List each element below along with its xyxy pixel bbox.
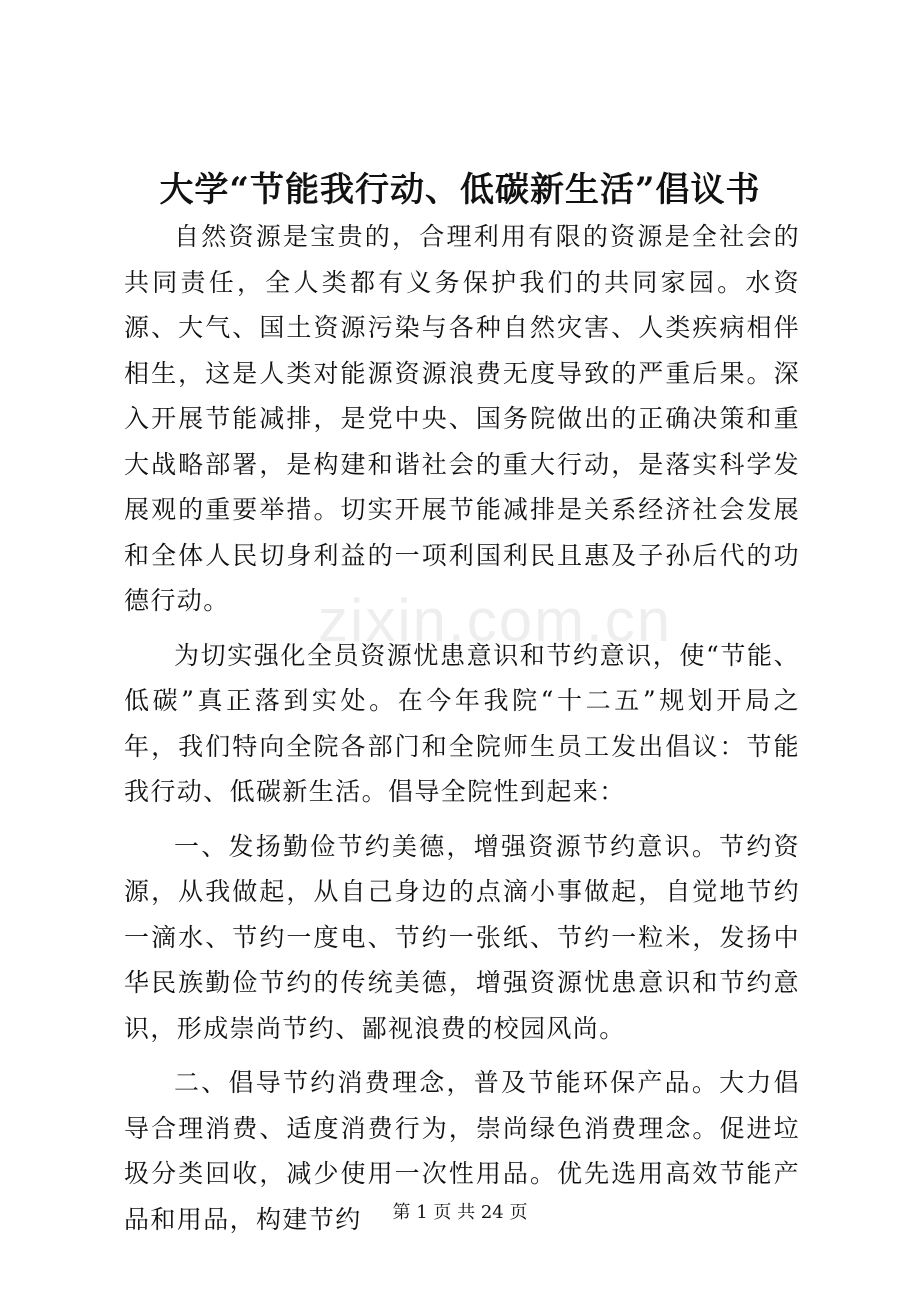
watermark: zixin.com.cn — [318, 587, 673, 654]
paragraph-2: 为切实强化全员资源忧患意识和节约意识，使“节能、低碳”真正落到实处。在今年我院“十二五”规划开局之年，我们特向全院各部门和全院师生员工发出倡议：节能我行动、低碳新生活。倡导全院性到起来： — [124, 640, 800, 806]
paragraph-1: 自然资源是宝贵的，合理利用有限的资源是全社会的共同责任，全人类都有义务保护我们的共同家园。水资源、大气、国土资源污染与各种自然灾害、人类疾病相伴相生，这是人类对能源资源浪费无度导致的严重后果。深入开展节能减排，是党中央、国务院做出的正确决策和重大战略部署，是构建和谐社会的重大行动，是落实科学发展观的重要举措。切实开展节能减排是关系经济社会发展和全体人民切身利益的一项利国利民且惠及子孙后代的功德行动。 — [124, 222, 800, 615]
document-title: 大学“节能我行动、低碳新生活”倡议书 — [159, 170, 761, 210]
document-body — [124, 214, 800, 1242]
paragraph-4: 二、倡导节约消费理念，普及节能环保产品。大力倡导合理消费、适度消费行为，崇尚绿色消费理念。促进垃圾分类回收，减少使用一次性用品。优先选用高效节能产品和用品，构建节约 — [124, 1068, 800, 1234]
paragraph-3: 一、发扬勤俭节约美德，增强资源节约意识。节约资源，从我做起，从自己身边的点滴小事做起，自觉地节约一滴水、节约一度电、节约一张纸、节约一粒米，发扬中华民族勤俭节约的传统美德，增强资源忧患意识和节约意识，形成崇尚节约、鄙视浪费的校园风尚。 — [124, 831, 800, 1043]
page-footer: 第 1 页 共 24 页 — [392, 1202, 528, 1223]
